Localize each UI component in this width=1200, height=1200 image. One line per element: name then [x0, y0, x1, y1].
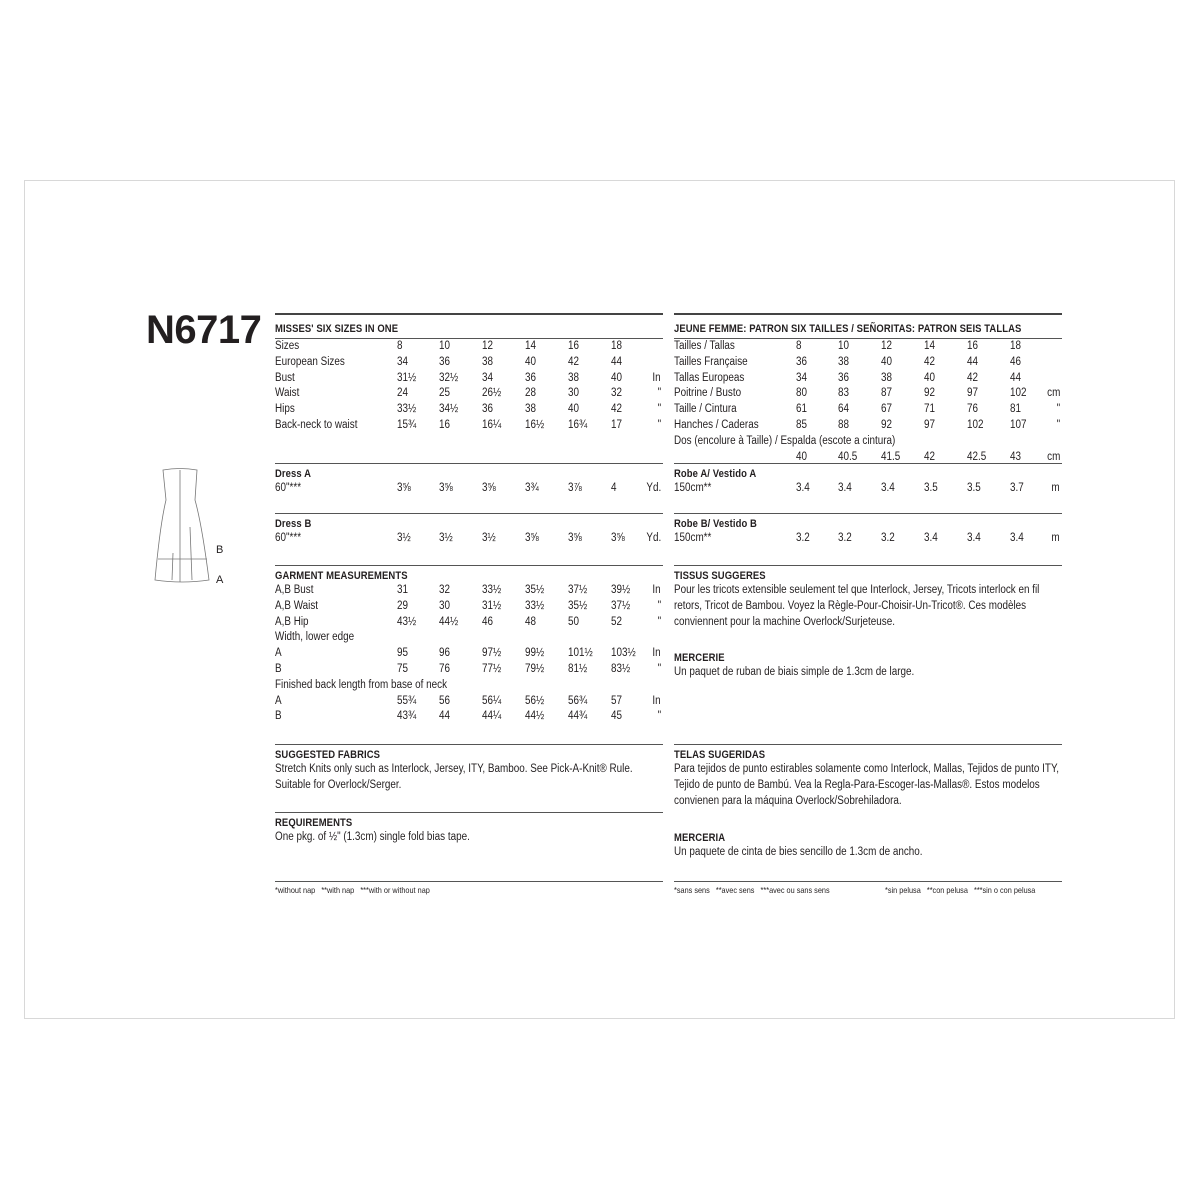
- row-label: A: [275, 647, 282, 660]
- size-value: 30: [568, 387, 580, 400]
- size-value: 44¼: [482, 710, 502, 723]
- size-value: 3.4: [924, 532, 938, 544]
- size-value: 32½: [439, 371, 459, 384]
- dress-line-drawing: [150, 430, 240, 590]
- row-label: Taille / Cintura: [674, 403, 737, 416]
- size-value: 34: [796, 371, 808, 384]
- size-value: 80: [796, 387, 808, 400]
- size-value: 3⅝: [525, 532, 539, 544]
- size-value: 3.4: [796, 482, 810, 494]
- size-value: 102: [967, 418, 984, 431]
- table-row: [674, 402, 1062, 418]
- merceria-title: MERCERIA: [674, 832, 726, 844]
- row-label: Hips: [275, 403, 295, 416]
- size-value: 85: [796, 418, 808, 431]
- requirements-text: One pkg. of ½" (1.3cm) single fold bias tape.: [275, 831, 470, 843]
- table-row: [275, 709, 663, 725]
- yardage-row: [275, 481, 663, 497]
- size-value: 12: [881, 340, 893, 352]
- size-value: 61: [796, 403, 808, 416]
- dress-a-title: Dress A: [275, 468, 312, 480]
- table-row: [275, 662, 663, 678]
- size-value: 33½: [525, 599, 545, 612]
- robe-b-title: Robe B/ Vestido B: [674, 518, 757, 530]
- size-value: 38: [568, 371, 580, 384]
- table-row: [275, 418, 663, 434]
- size-value: 56½: [525, 694, 545, 707]
- row-label: Hanches / Caderas: [674, 418, 759, 431]
- size-value: 92: [924, 387, 936, 400]
- size-value: 3.4: [881, 482, 895, 494]
- size-value: 46: [482, 615, 494, 628]
- unit-label: ": [657, 710, 661, 723]
- unit-label: ": [657, 387, 661, 400]
- size-value: 3½: [397, 532, 411, 544]
- size-value: 56¼: [482, 694, 502, 707]
- size-value: 31: [397, 584, 409, 596]
- table-row: [275, 678, 663, 694]
- size-value: 32: [439, 584, 451, 596]
- footnotes: [674, 881, 1062, 895]
- table-row: [275, 630, 663, 646]
- row-label: Waist: [275, 387, 300, 400]
- size-value: 40: [611, 371, 623, 384]
- size-value: 87: [881, 387, 893, 400]
- size-value: 18: [611, 340, 623, 352]
- size-value: 44: [1010, 371, 1022, 384]
- robe-a-title: Robe A/ Vestido A: [674, 468, 757, 480]
- telas-sugeridas: [674, 744, 1062, 809]
- size-value: 30: [439, 599, 451, 612]
- row-label: 150cm**: [674, 532, 712, 544]
- size-value: 34½: [439, 403, 459, 416]
- size-value: 43: [1010, 450, 1022, 463]
- size-value: 38: [838, 355, 850, 368]
- size-value: 3.4: [1010, 532, 1024, 544]
- size-value: 102: [1010, 387, 1027, 400]
- size-value: 10: [838, 340, 850, 352]
- size-value: 50: [568, 615, 580, 628]
- size-value: 71: [924, 403, 936, 416]
- size-value: 37½: [611, 599, 631, 612]
- divider: [275, 513, 663, 514]
- row-label: A,B Bust: [275, 584, 314, 596]
- english-column: [275, 313, 663, 895]
- size-value: 26½: [482, 387, 502, 400]
- size-value: 97: [924, 418, 936, 431]
- size-value: 44½: [439, 615, 459, 628]
- table-row: [275, 402, 663, 418]
- tissus-text: Pour les tricots extensible seulement tel que Interlock, Jersey, Tricots interlock en fil retors, Tricot de Bambou. Voyez la Règle-Pour-Choisir-Un-Tricot®. Ces modèles conviennent pour la machine Overlock/Surjeteuse.: [674, 584, 1040, 628]
- size-value: 3.2: [881, 532, 895, 544]
- table-row: [275, 694, 663, 710]
- row-label: 150cm**: [674, 482, 712, 494]
- mercerie-text: Un paquet de ruban de biais simple de 1.3cm de large.: [674, 666, 915, 678]
- merceria: [674, 828, 1062, 861]
- table-row: [275, 371, 663, 387]
- body-measurements-table: [674, 339, 1062, 465]
- divider: [275, 812, 663, 813]
- divider: [275, 313, 663, 315]
- footnotes: [275, 881, 663, 895]
- size-value: 25: [439, 387, 451, 400]
- size-value: 3.2: [838, 532, 852, 544]
- nap-footnote-fr: *sans sens **avec sens ***avec ou sans sens: [674, 885, 830, 895]
- size-value: 83½: [611, 662, 631, 675]
- size-value: 107: [1010, 418, 1027, 431]
- dress-b-title: Dress B: [275, 518, 312, 530]
- size-value: 36: [525, 371, 537, 384]
- divider: [674, 513, 1062, 514]
- size-value: 3⅝: [439, 482, 453, 494]
- unit-label: In: [652, 694, 661, 707]
- size-value: 14: [525, 340, 537, 352]
- row-label: Finished back length from base of neck: [275, 678, 448, 691]
- size-value: 42: [924, 355, 936, 368]
- requirements: [275, 812, 663, 846]
- fabrics-title: SUGGESTED FABRICS: [275, 749, 381, 761]
- table-row: [275, 583, 663, 599]
- size-value: 3.5: [967, 482, 981, 494]
- size-value: 38: [525, 403, 537, 416]
- table-row: [674, 386, 1062, 402]
- size-value: 56¾: [568, 694, 588, 707]
- row-label: European Sizes: [275, 355, 345, 368]
- size-value: 45: [611, 710, 623, 723]
- size-value: 37½: [568, 584, 588, 596]
- size-value: 28: [525, 387, 537, 400]
- size-value: 76: [967, 403, 979, 416]
- size-value: 32: [611, 387, 623, 400]
- size-value: 4: [611, 482, 617, 494]
- yardage-row: [275, 531, 663, 547]
- nap-footnote: *without nap **with nap ***with or without nap: [275, 885, 430, 895]
- divider: [674, 463, 1062, 464]
- size-value: 36: [838, 371, 850, 384]
- row-label: 60"***: [275, 532, 302, 544]
- size-value: 40: [525, 355, 537, 368]
- body-measurements-table: [275, 339, 663, 434]
- robe-a-yardage: [674, 463, 1062, 497]
- size-value: 16: [439, 418, 451, 431]
- table-row: [275, 355, 663, 371]
- tissus-suggeres: [674, 565, 1062, 630]
- size-value: 33½: [397, 403, 417, 416]
- row-label: Tailles / Tallas: [674, 340, 735, 352]
- table-row: [275, 646, 663, 662]
- size-value: 17: [611, 418, 623, 431]
- row-label: Tallas Europeas: [674, 371, 745, 384]
- unit-label: Yd.: [646, 482, 661, 494]
- size-value: 16½: [525, 418, 545, 431]
- size-value: 44½: [525, 710, 545, 723]
- size-value: 40.5: [838, 450, 858, 463]
- size-value: 3⅝: [397, 482, 411, 494]
- size-value: 79½: [525, 662, 545, 675]
- divider: [275, 565, 663, 566]
- size-value: 42: [924, 450, 936, 463]
- robe-b-yardage: [674, 513, 1062, 547]
- unit-label: ": [1056, 418, 1060, 431]
- size-value: 44: [439, 710, 451, 723]
- table-row: [275, 599, 663, 615]
- size-value: 3.4: [967, 532, 981, 544]
- section-title: MISSES' SIX SIZES IN ONE: [275, 323, 399, 335]
- size-value: 3⅝: [482, 482, 496, 494]
- size-value: 46: [1010, 355, 1022, 368]
- size-value: 76: [439, 662, 451, 675]
- row-label: A: [275, 694, 282, 707]
- size-value: 83: [838, 387, 850, 400]
- garment-measurements: [275, 565, 663, 725]
- size-value: 3.2: [796, 532, 810, 544]
- size-value: 35½: [525, 584, 545, 596]
- unit-label: ": [657, 615, 661, 628]
- fabrics-text: Stretch Knits only such as Interlock, Jersey, ITY, Bamboo. See Pick-A-Knit® Rule. Suitable for Overlock/Serger.: [275, 763, 633, 791]
- size-value: 42: [568, 355, 580, 368]
- size-value: 3⅝: [568, 532, 582, 544]
- divider: [674, 881, 1062, 882]
- row-label: Width, lower edge: [275, 631, 355, 644]
- table-row: [674, 418, 1062, 434]
- size-value: 3.4: [838, 482, 852, 494]
- unit-label: m: [1051, 482, 1060, 494]
- size-value: 36: [439, 355, 451, 368]
- size-value: 81½: [568, 662, 588, 675]
- size-value: 35½: [568, 599, 588, 612]
- size-value: 40: [796, 450, 808, 463]
- size-value: 88: [838, 418, 850, 431]
- mercerie: [674, 648, 1062, 681]
- size-value: 15¾: [397, 418, 417, 431]
- size-value: 67: [881, 403, 893, 416]
- table-row: [674, 355, 1062, 371]
- divider: [275, 881, 663, 882]
- size-value: 64: [838, 403, 850, 416]
- table-row: [674, 339, 1062, 355]
- unit-label: Yd.: [646, 532, 661, 544]
- size-value: 16: [967, 340, 979, 352]
- size-value: 55¾: [397, 694, 417, 707]
- size-value: 31½: [482, 599, 502, 612]
- size-value: 40: [568, 403, 580, 416]
- view-label-b: B: [216, 544, 224, 556]
- unit-label: In: [652, 647, 661, 660]
- row-label: Dos (encolure à Taille) / Espalda (escote a cintura): [674, 434, 896, 447]
- unit-label: In: [652, 584, 661, 596]
- size-value: 3⅞: [568, 482, 582, 494]
- unit-label: ": [657, 403, 661, 416]
- size-value: 42: [611, 403, 623, 416]
- size-value: 99½: [525, 647, 545, 660]
- size-value: 14: [924, 340, 936, 352]
- size-value: 95: [397, 647, 409, 660]
- unit-label: m: [1051, 532, 1060, 544]
- size-value: 42.5: [967, 450, 987, 463]
- yardage-row: [674, 481, 1062, 497]
- divider: [674, 744, 1062, 745]
- size-value: 97: [967, 387, 979, 400]
- size-value: 40: [881, 355, 893, 368]
- requirements-title: REQUIREMENTS: [275, 817, 353, 829]
- row-label: Tailles Française: [674, 355, 748, 368]
- size-value: 16: [568, 340, 580, 352]
- table-row: [674, 371, 1062, 387]
- table-row: [275, 339, 663, 355]
- size-value: 12: [482, 340, 494, 352]
- divider: [674, 565, 1062, 566]
- size-value: 8: [397, 340, 403, 352]
- unit-label: cm: [1046, 450, 1060, 463]
- size-value: 29: [397, 599, 409, 612]
- tissus-title: TISSUS SUGGERES: [674, 570, 766, 582]
- size-value: 38: [881, 371, 893, 384]
- size-value: 36: [796, 355, 808, 368]
- size-value: 3⅝: [611, 532, 625, 544]
- size-value: 16¼: [482, 418, 502, 431]
- size-value: 43½: [397, 615, 417, 628]
- section-title: JEUNE FEMME: PATRON SIX TAILLES / SEÑORITAS: PATRON SEIS TALLAS: [674, 323, 1022, 335]
- size-value: 42: [967, 371, 979, 384]
- size-value: 16¾: [568, 418, 588, 431]
- row-label: Back-neck to waist: [275, 418, 358, 431]
- unit-label: ": [657, 599, 661, 612]
- view-label-a: A: [216, 574, 224, 586]
- unit-label: cm: [1046, 387, 1060, 400]
- nap-footnote-es: *sin pelusa **con pelusa ***sin o con pelusa: [885, 885, 1036, 895]
- size-value: 24: [397, 387, 409, 400]
- yardage-row: [674, 531, 1062, 547]
- row-label: B: [275, 662, 282, 675]
- size-value: 3¾: [525, 482, 539, 494]
- row-label: A,B Hip: [275, 615, 309, 628]
- size-value: 101½: [568, 647, 593, 660]
- pattern-number: N6717: [146, 308, 262, 352]
- french-spanish-column: [674, 313, 1062, 895]
- dress-b-yardage: [275, 513, 663, 547]
- size-value: 56: [439, 694, 451, 707]
- size-value: 3½: [439, 532, 453, 544]
- size-value: 96: [439, 647, 451, 660]
- size-value: 40: [924, 371, 936, 384]
- size-value: 75: [397, 662, 409, 675]
- unit-label: ": [657, 418, 661, 431]
- size-value: 34: [397, 355, 409, 368]
- suggested-fabrics: [275, 744, 663, 794]
- size-value: 97½: [482, 647, 502, 660]
- divider: [275, 463, 663, 464]
- size-value: 57: [611, 694, 623, 707]
- size-value: 3.5: [924, 482, 938, 494]
- row-label: Sizes: [275, 340, 300, 352]
- size-value: 33½: [482, 584, 502, 596]
- row-label: A,B Waist: [275, 599, 319, 612]
- row-label: B: [275, 710, 282, 723]
- size-value: 43¾: [397, 710, 417, 723]
- row-label: 60"***: [275, 482, 302, 494]
- size-value: 10: [439, 340, 451, 352]
- size-value: 77½: [482, 662, 502, 675]
- merceria-text: Un paquete de cinta de bies sencillo de 1.3cm de ancho.: [674, 846, 923, 858]
- size-value: 81: [1010, 403, 1022, 416]
- unit-label: ": [657, 662, 661, 675]
- table-row: [674, 434, 1062, 450]
- mercerie-title: MERCERIE: [674, 652, 725, 664]
- size-value: 52: [611, 615, 623, 628]
- size-value: 41.5: [881, 450, 901, 463]
- unit-label: In: [652, 371, 661, 384]
- size-value: 3.7: [1010, 482, 1024, 494]
- size-value: 92: [881, 418, 893, 431]
- dress-a-yardage: [275, 463, 663, 497]
- telas-text: Para tejidos de punto estirables solamente como Interlock, Mallas, Tejidos de punto ITY, Tejido de punto de Bambú. Vea la Regla-Para-Escoger-las-Mallas®. Estos modelos convienen para la máquina Overlock/Sobrehiladora.: [674, 763, 1060, 807]
- row-label: Bust: [275, 371, 295, 384]
- size-value: 8: [796, 340, 802, 352]
- garment-title: GARMENT MEASUREMENTS: [275, 570, 408, 582]
- size-value: 34: [482, 371, 494, 384]
- size-value: 44: [967, 355, 979, 368]
- size-value: 44: [611, 355, 623, 368]
- table-row: [275, 386, 663, 402]
- size-value: 36: [482, 403, 494, 416]
- size-value: 31½: [397, 371, 417, 384]
- size-value: 44¾: [568, 710, 588, 723]
- size-value: 39½: [611, 584, 631, 596]
- divider: [275, 744, 663, 745]
- divider: [674, 313, 1062, 315]
- telas-title: TELAS SUGERIDAS: [674, 749, 766, 761]
- size-value: 3½: [482, 532, 496, 544]
- size-value: 48: [525, 615, 537, 628]
- size-value: 18: [1010, 340, 1022, 352]
- size-value: 38: [482, 355, 494, 368]
- size-value: 103½: [611, 647, 636, 660]
- table-row: [275, 615, 663, 631]
- unit-label: ": [1056, 403, 1060, 416]
- row-label: Poitrine / Busto: [674, 387, 742, 400]
